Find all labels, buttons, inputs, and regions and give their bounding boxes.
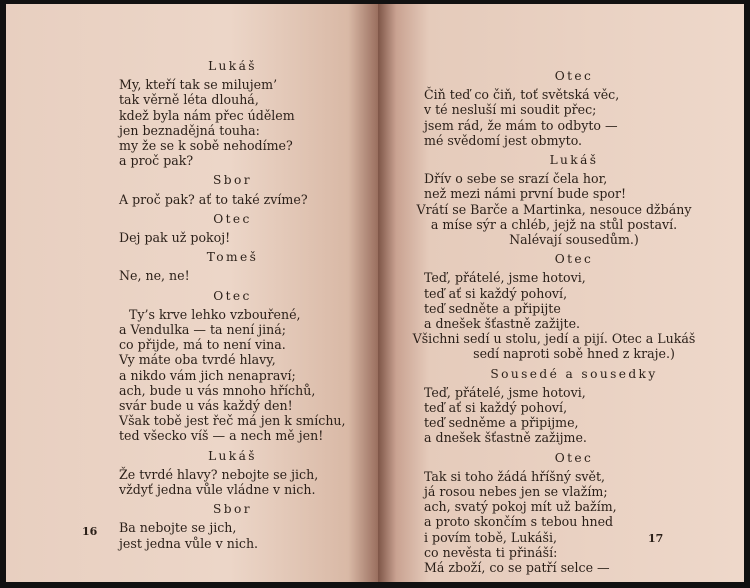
stage-direction: sedí naproti sobě hned z kraje.) — [473, 346, 675, 362]
stage-direction: Všichni sedí u stolu, jedí a pijí. Otec a Lukáš — [412, 331, 696, 347]
verse-line: teď ať si každý pohoví, — [424, 285, 568, 301]
verse-line: a dnešek šťastně zažijme. — [424, 430, 587, 446]
verse-line: teď sedněte a připijte — [424, 300, 561, 316]
verse-line: My, kteří tak se milujem’ — [119, 77, 278, 93]
verse-line: Však tobě jest řeč má jen k smíchu, — [119, 413, 346, 429]
speaker-name: Otec — [554, 450, 594, 465]
right-page — [378, 4, 744, 582]
book-spread — [6, 4, 744, 582]
verse-line: jest jedna vůle v nich. — [119, 535, 259, 551]
verse-line: tak věrně léta dlouhá, — [119, 92, 259, 108]
verse-line: já rosou nebes jen se vlažím; — [424, 484, 608, 500]
verse-line: Dej pak už pokoj! — [119, 230, 231, 246]
stage-direction: a míse sýr a chléb, jejž na stůl postaví. — [430, 216, 678, 232]
verse-line: Dřív o sebe se srazí čela hor, — [424, 171, 608, 187]
speaker-name: Otec — [213, 211, 252, 226]
speaker-name: Otec — [554, 69, 594, 83]
verse-line: Čiň teď co čiň, toť světská věc, — [424, 87, 620, 103]
verse-line: mé svědomí jest obmyto. — [424, 132, 583, 148]
verse-line: ted všecko víš — a nech mě jen! — [119, 428, 324, 444]
verse-line: a proto skončím s tebou hned — [424, 514, 614, 530]
verse-line: my že se k sobě nehodíme? — [119, 138, 293, 154]
verse-line: vždyť jedna vůle vládne v nich. — [119, 482, 316, 498]
verse-line: svár bude u vás každý den! — [119, 398, 293, 414]
stage-direction: Vrátí se Barče a Martinka, nesouce džbány — [416, 201, 692, 217]
speaker-name: Sousedé a sousedky — [490, 366, 658, 381]
speaker-name: Sbor — [213, 173, 252, 188]
verse-line: co přijde, má to není vina. — [119, 337, 286, 353]
speaker-name: Otec — [213, 288, 252, 303]
verse-line: Vy máte oba tvrdé hlavy, — [119, 352, 276, 368]
speaker-name: Tomeš — [206, 250, 259, 265]
verse-line: v té nesluší mi soudit přec; — [424, 102, 597, 118]
verse-line: Že tvrdé hlavy? nebojte se jich, — [119, 466, 319, 482]
verse-line: A proč pak? ať to také zvíme? — [119, 191, 308, 207]
verse-line: Tak si toho žádá hříšný svět, — [424, 468, 606, 484]
verse-line: ach, svatý pokoj mít už bažím, — [424, 499, 617, 515]
verse-line: Ty’s krve lehko vzbouřené, — [129, 306, 301, 322]
page-number: 17 — [648, 532, 664, 545]
verse-line: jsem rád, že mám to odbyto — — [424, 117, 618, 133]
verse-line: Ne, ne, ne! — [119, 268, 190, 284]
left-page-text — [119, 54, 364, 551]
verse-line: a proč pak? — [119, 153, 194, 169]
stage-direction: Nalévají sousedům.) — [509, 232, 639, 248]
verse-line: Ba nebojte se jich, — [119, 520, 237, 536]
left-page — [6, 4, 378, 582]
verse-line: i povím tobě, Lukáši, — [424, 529, 558, 545]
verse-line: Teď, přátelé, jsme hotovi, — [424, 270, 586, 286]
speaker-name: Lukáš — [208, 448, 257, 463]
speaker-name: Lukáš — [549, 153, 599, 168]
page-number: 16 — [82, 525, 98, 538]
verse-line: jen beznadějná touha: — [119, 122, 260, 138]
verse-line: kdež byla nám přec údělem — [119, 107, 295, 123]
verse-line: teď sedněme a připijme, — [424, 415, 579, 431]
verse-line: co nevěsta ti přináší: — [424, 544, 558, 560]
speaker-name: Lukáš — [208, 59, 257, 73]
speaker-name: Sbor — [213, 502, 252, 517]
verse-line: ach, bude u vás mnoho hříchů, — [119, 382, 316, 398]
verse-line: a Vendulka — ta není jiná; — [119, 322, 287, 338]
verse-line: než mezi námi první bude spor! — [424, 186, 627, 202]
verse-line: Má zboží, co se patří selce — — [424, 560, 610, 576]
verse-line: a dnešek šťastně zažijte. — [424, 316, 581, 332]
right-page-text — [412, 64, 724, 576]
verse-line: Teď, přátelé, jsme hotovi, — [424, 384, 586, 400]
verse-line: a nikdo vám jich nenapraví; — [119, 367, 296, 383]
speaker-name: Otec — [554, 252, 594, 267]
verse-line: teď ať si každý pohoví, — [424, 400, 568, 416]
